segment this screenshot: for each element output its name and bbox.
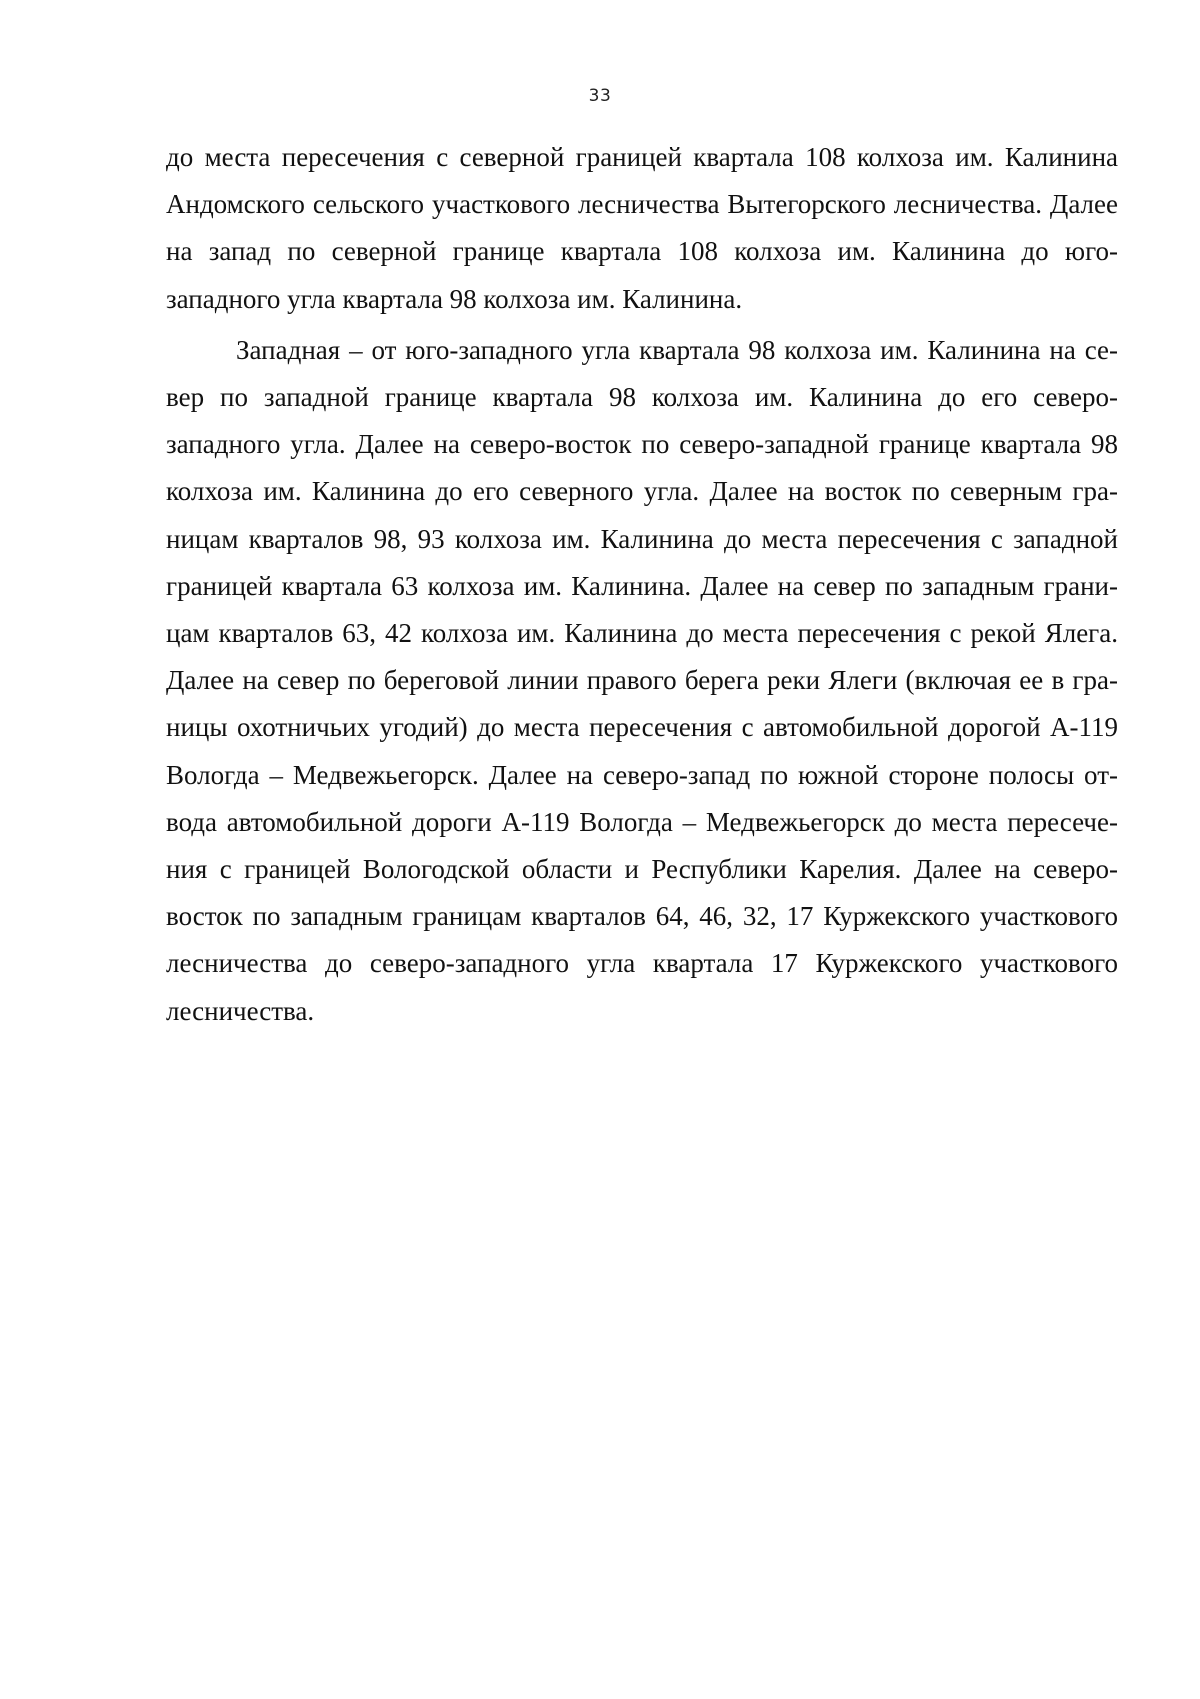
paragraph-western-boundary: Западная – от юго-западного угла квартала 98 колхоза им. Калинина на север по западной границе квартала 98 колхоза им. Калинина до его северо-западного угла. Далее на северо-восток по северо-западной границе квартала 98 колхоза им. Калинина до его северного угла. Далее на восток по северным границам кварталов 98, 93 колхоза им. Калинина до места пересечения с западной границей квартала 63 колхоза им. Калинина. Далее на север по западным границам кварталов 63, 42 колхоза им. Калинина до места пересечения с рекой Ялега. Далее на север по береговой линии правого берега реки Ялеги (включая ее в границы охотничьих угодий) до места пересечения с автомобильной дорогой А-119 Вологда – Медвежьегорск. Далее на северо-запад по южной стороне полосы отвода автомобильной дороги А-119 Вологда – Медвежьегорск до места пересечения с границей Вологодской области и Республики Карелия. Далее на северо-восток по западным границам кварталов 64, 46, 32, 17 Куржекского участкового лесничества до северо-западного угла квартала 17 Куржекского участкового лесничества. — [166, 334, 1118, 1026]
page-number: 33 — [588, 86, 612, 106]
paragraph-continuation: до места пересечения с северной границей квартала 108 колхоза им. Калинина Андомского сельского участкового лесничества Вытегорского лесничества. Далее на запад по северной границе квартала 108 колхоза им. Калинина до юго-западного угла квартала 98 колхоза им. Калинина. — [166, 142, 1118, 314]
document-body — [166, 134, 1118, 1035]
